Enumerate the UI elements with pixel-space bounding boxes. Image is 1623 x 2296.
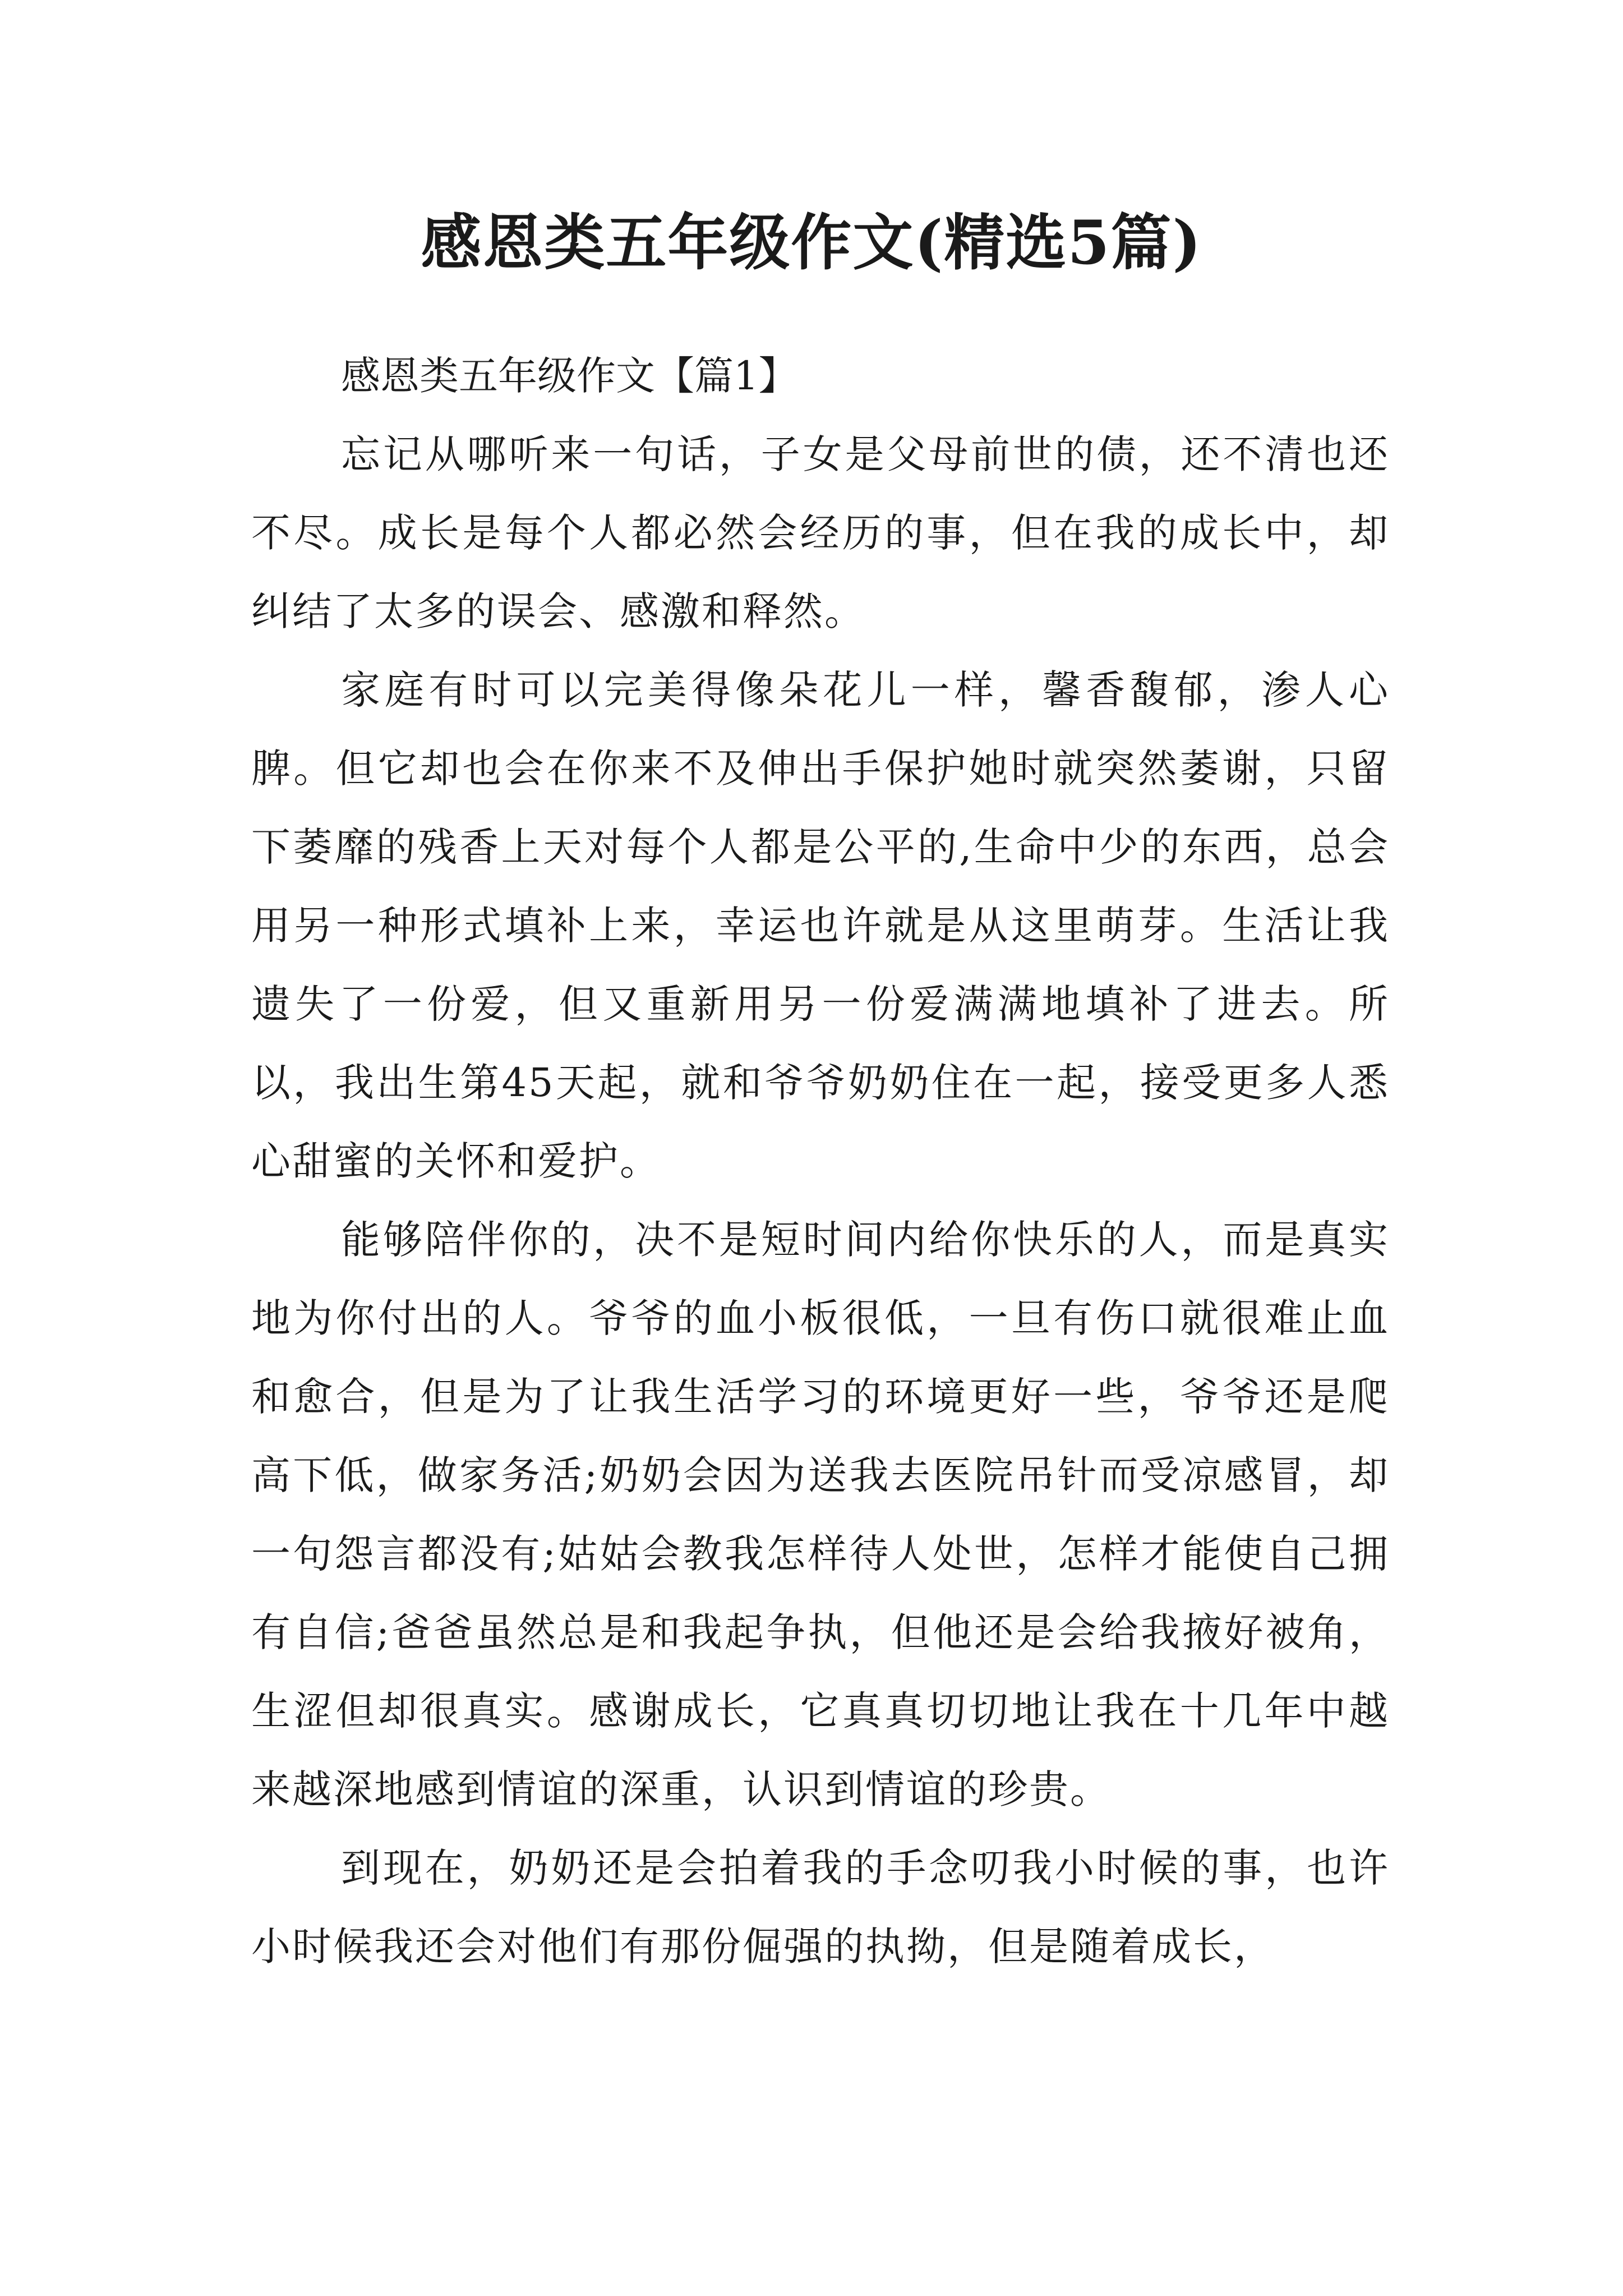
paragraph: 家庭有时可以完美得像朵花儿一样，馨香馥郁，渗人心脾。但它却也会在你来不及伸出手保护她时就突然萎谢，只留下萎靡的残香上天对每个人都是公平的,生命中少的东西，总会用另一种形式填补上来，幸运也许就是从这里萌芽。生活让我遗失了一份爱，但又重新用另一份爱满满地填补了进去。所以，我出生第45天起，就和爷爷奶奶住在一起，接受更多人悉心甜蜜的关怀和爱护。 [251, 667, 1390, 1184]
paragraph: 到现在，奶奶还是会拍着我的手念叨我小时候的事，也许小时候我还会对他们有那份倔强的执拗，但是随着成长， [251, 1845, 1390, 1970]
document-title: 感恩类五年级作文(精选5篇) [421, 208, 1202, 278]
document-body [251, 337, 1390, 1986]
section-heading: 感恩类五年级作文【篇1】 [341, 353, 798, 399]
paragraph: 能够陪伴你的，决不是短时间内给你快乐的人，而是真实地为你付出的人。爷爷的血小板很低，一旦有伤口就很难止血和愈合，但是为了让我生活学习的环境更好一些，爷爷还是爬高下低，做家务活;奶奶会因为送我去医院吊针而受凉感冒，却一句怨言都没有;姑姑会教我怎样待人处世，怎样才能使自己拥有自信;爸爸虽然总是和我起争执，但他还是会给我掖好被角，生涩但却很真实。感谢成长，它真真切切地让我在十几年中越来越深地感到情谊的深重，认识到情谊的珍贵。 [251, 1217, 1390, 1812]
paragraph: 忘记从哪听来一句话，子女是父母前世的债，还不清也还不尽。成长是每个人都必然会经历的事，但在我的成长中，却纠结了太多的误会、感激和释然。 [251, 431, 1390, 634]
